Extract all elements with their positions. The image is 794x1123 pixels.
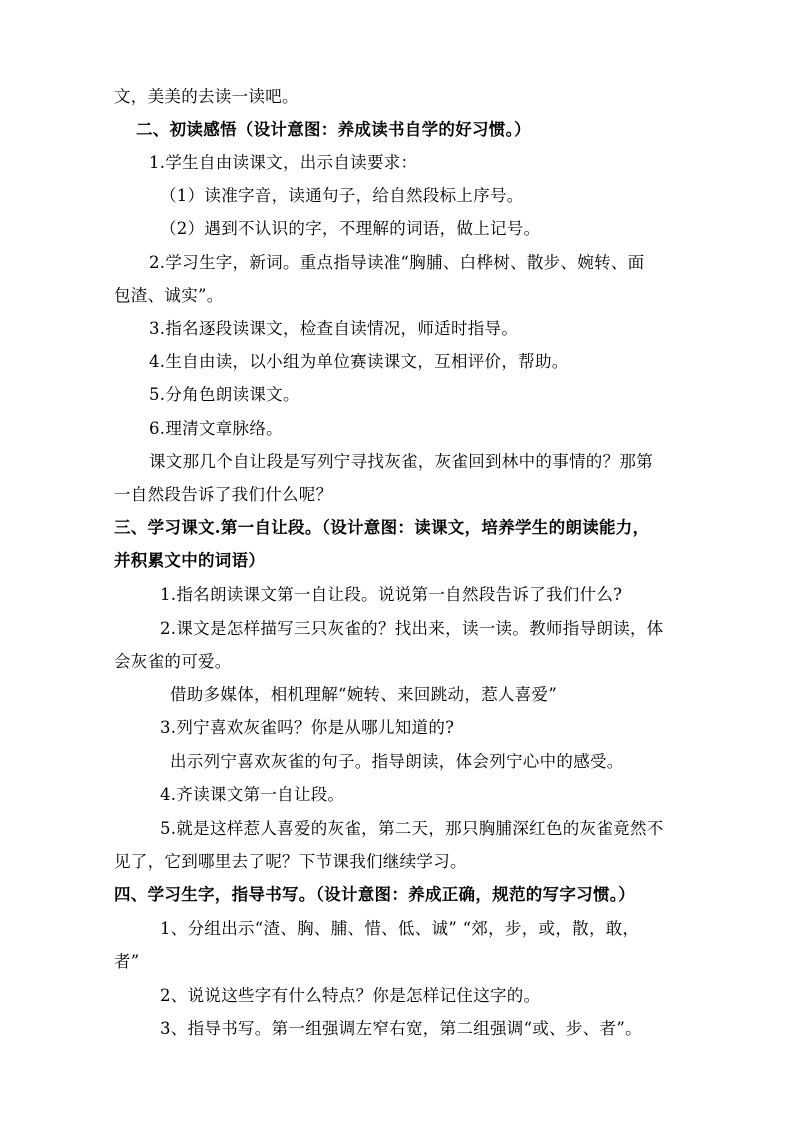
- text-line-26: 1、分组出示“渣、胸、脯、惜、低、诚” “郊，步，或，散，敢，: [160, 919, 640, 938]
- text-line-6: 2.学习生字，新词。重点指导读准“胸脯、白桦树、散步、婉转、面: [149, 253, 645, 272]
- text-line-27: 者”: [114, 952, 140, 971]
- text-line-19: 借助多媒体，相机理解“婉转、来回跳动，惹人喜爱”: [170, 685, 558, 704]
- text-line-3: 1.学生自由读课文，出示自读要求：: [149, 153, 418, 172]
- text-line-24: 见了，它到哪里去了呢？下节课我们继续学习。: [114, 852, 467, 871]
- section-heading-4: 四、学习生字，指导书写。（设计意图：养成正确，规范的写字习惯。）: [114, 885, 636, 904]
- text-line-29: 3、指导书写。第一组强调左窄右宽，第二组强调“或、步、者”。: [160, 1019, 642, 1038]
- text-line-20: 3.列宁喜欢灰雀吗？你是从哪儿知道的?: [160, 718, 455, 737]
- text-line-5: （2）遇到不认识的字，不理解的词语，做上记号。: [160, 219, 541, 238]
- text-line-10: 5.分角色朗读课文。: [149, 385, 300, 404]
- text-line-18: 会灰雀的可爱。: [114, 652, 232, 671]
- text-line-13: 一自然段告诉了我们什么呢？: [114, 485, 333, 504]
- section-heading-3-cont: 并积累文中的词语）: [114, 551, 266, 570]
- text-line-17: 2.课文是怎样描写三只灰雀的？找出来，读一读。教师指导朗读，体: [160, 619, 664, 638]
- text-line-28: 2、说说这些字有什么特点？你是怎样记住这字的。: [160, 986, 541, 1005]
- text-line-1: 文，美美的去读一读吧。: [114, 87, 299, 106]
- text-line-11: 6.理清文章脉络。: [149, 419, 283, 438]
- text-line-16: 1.指名朗读课文第一自让段。说说第一自然段告诉了我们什么?: [160, 585, 623, 604]
- text-line-12: 课文那几个自让段是写列宁寻找灰雀，灰雀回到林中的事情的？那第: [149, 452, 653, 471]
- section-heading-2: 二、初读感悟（设计意图：养成读书自学的好习惯。）: [136, 120, 531, 139]
- text-line-7: 包渣、诚实”。: [114, 286, 224, 305]
- text-line-22: 4.齐读课文第一自让段。: [160, 785, 345, 804]
- section-heading-3: 三、学习课文.第一自让段。（设计意图：读课文，培养学生的朗读能力，: [114, 518, 650, 537]
- text-line-4: （1）读准字音，读通句子，给自然段标上序号。: [160, 186, 524, 205]
- text-line-23: 5.就是这样惹人喜爱的灰雀，第二天，那只胸脯深红色的灰雀竟然不: [160, 819, 664, 838]
- text-line-21: 出示列宁喜欢灰雀的句子。指导朗读，体会列宁心中的感受。: [170, 752, 624, 771]
- text-line-9: 4.生自由读，以小组为单位赛读课文，互相评价，帮助。: [149, 352, 569, 371]
- text-line-8: 3.指名逐段读课文，检查自读情况，师适时指导。: [149, 319, 519, 338]
